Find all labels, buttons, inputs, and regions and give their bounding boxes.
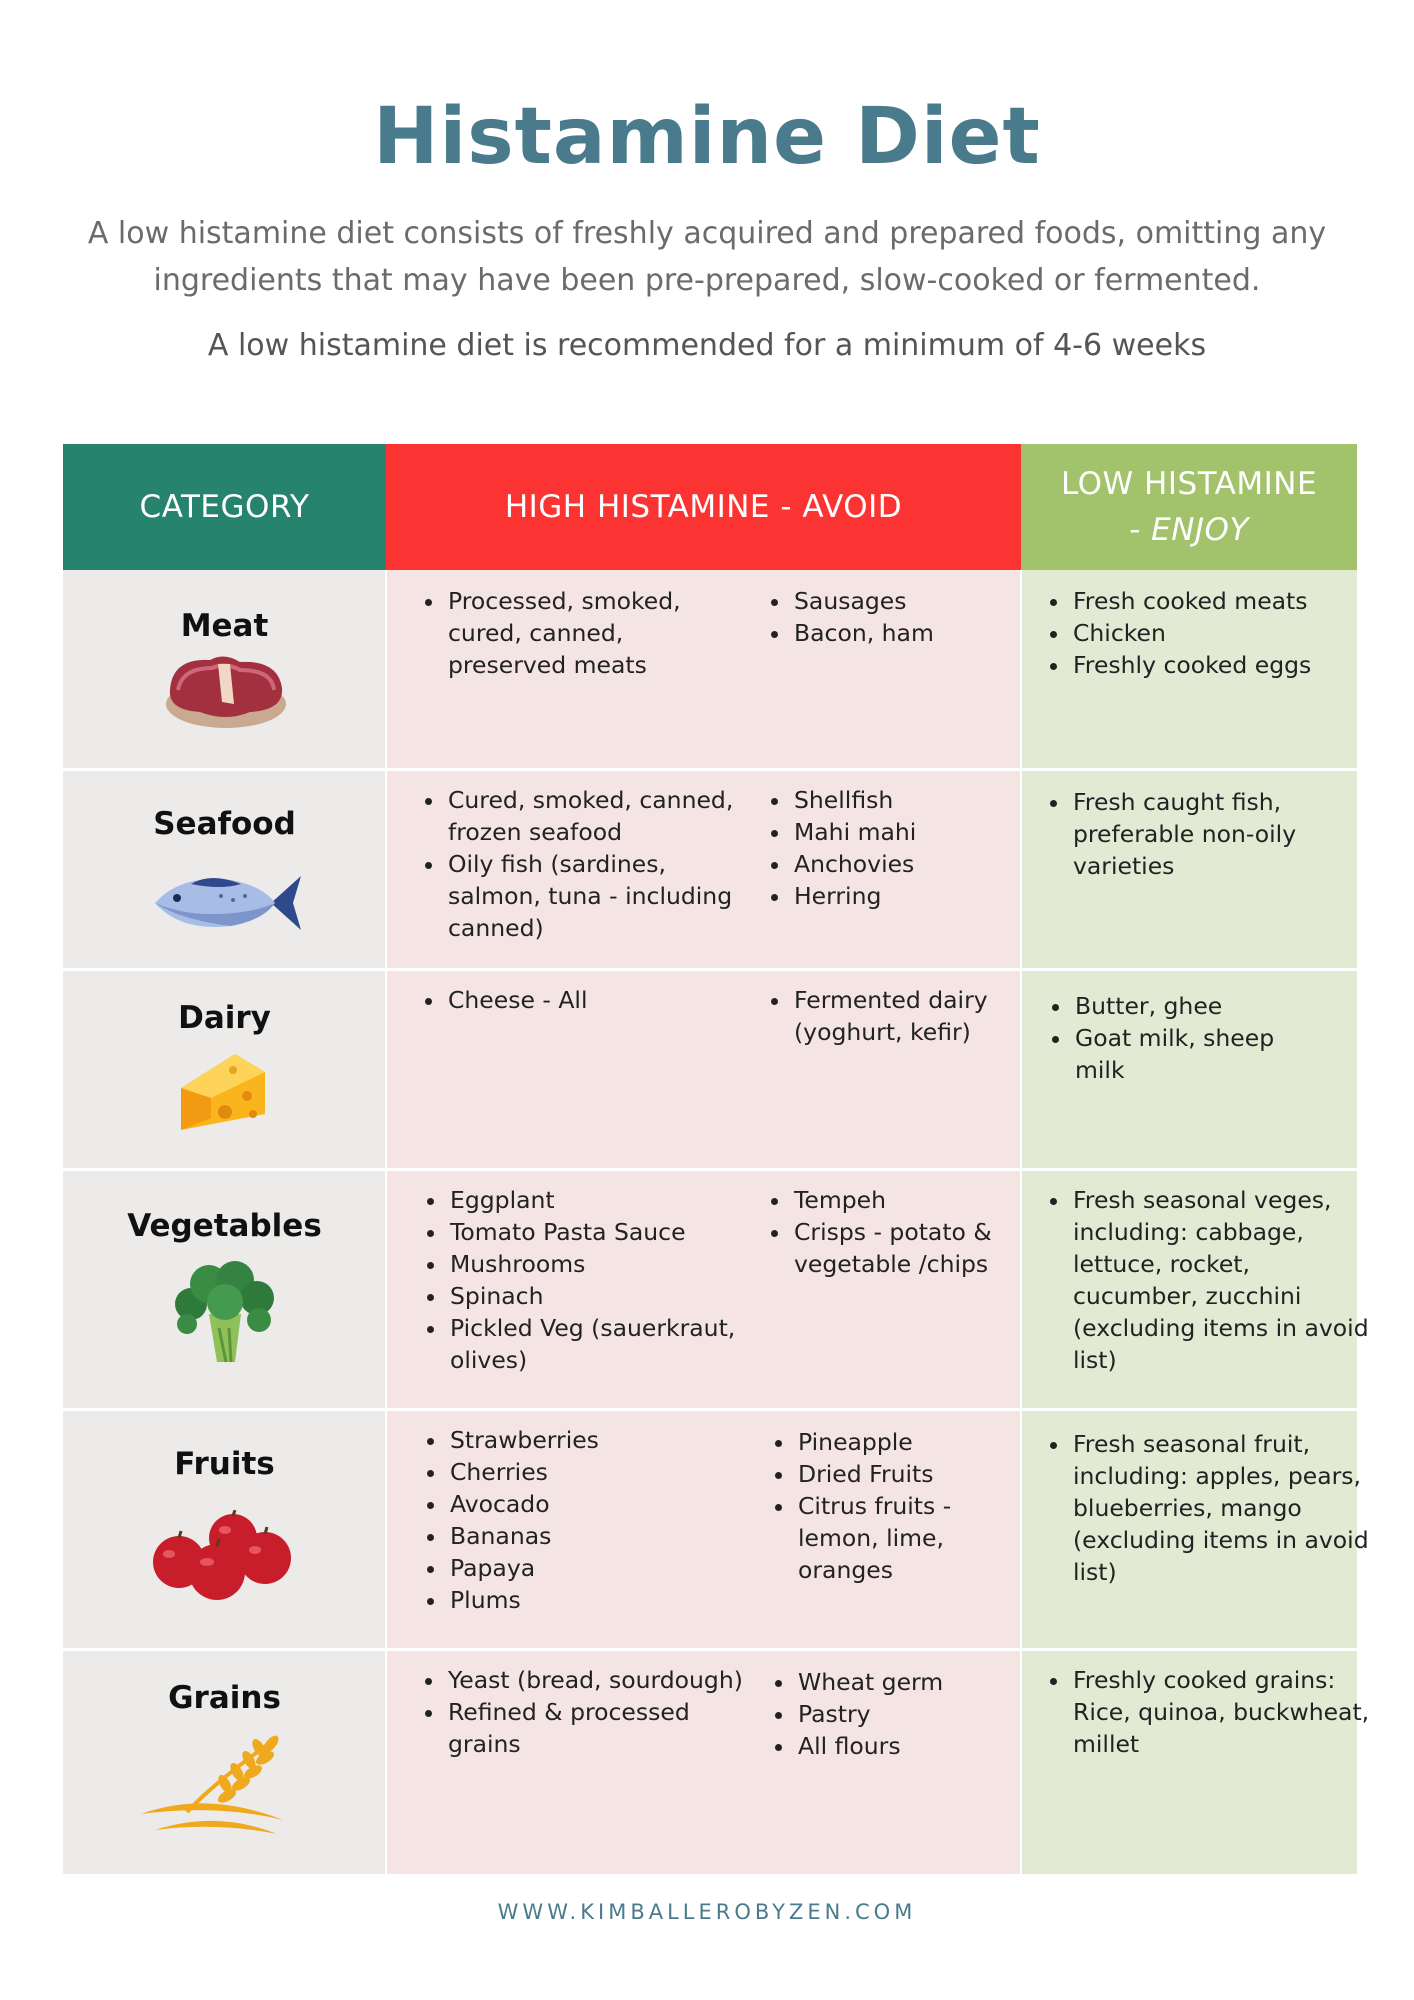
high-list-1 [418, 784, 756, 944]
list-item: • Cured, smoked, canned, frozen seafood [446, 784, 756, 848]
low-list [1043, 585, 1366, 681]
column-divider [385, 570, 387, 1874]
list-item: • Refined & processed grains [446, 1696, 746, 1760]
list-item: • Avocado [448, 1488, 748, 1520]
cheese-icon [175, 1048, 271, 1134]
category-cell [63, 570, 386, 770]
list-item: • Herring [792, 880, 1032, 912]
row-divider [63, 1648, 1357, 1651]
low-histamine-cell [1021, 1170, 1369, 1410]
list-item: • Yeast (bread, sourdough) [446, 1664, 746, 1696]
list-item: • Crisps - potato & vegetable /chips [792, 1216, 1032, 1280]
list-item: • Tempeh [792, 1184, 1032, 1216]
duration-note: A low histamine diet is recommended for a minimum of 4-6 weeks [207, 328, 1207, 363]
high-histamine-cell [386, 1170, 1021, 1410]
category-cell [63, 770, 386, 970]
category-name: Grains [168, 1680, 281, 1716]
list-item: • Fresh caught fish, preferable non-oily varieties [1071, 786, 1361, 882]
row-divider [63, 968, 1357, 971]
list-item: • Cheese - All [446, 984, 746, 1016]
website-footer: WWW.KIMBALLEROBYZEN.COM [497, 1900, 917, 1924]
high-list-2 [764, 1184, 1032, 1280]
low-histamine-header [1021, 444, 1357, 570]
low-histamine-cell [1021, 1650, 1370, 1874]
list-item: • All flours [796, 1730, 1016, 1762]
high-histamine-cell [386, 1650, 1021, 1874]
list-item: • Bacon, ham [792, 617, 1032, 649]
list-item: • Shellfish [792, 784, 1032, 816]
category-name: Meat [180, 608, 269, 644]
list-item: • Dried Fruits [796, 1458, 1016, 1490]
list-item: • Oily fish (sardines, salmon, tuna - including canned) [446, 848, 756, 944]
table-row-meat [63, 570, 1357, 770]
list-item: • Citrus fruits - lemon, lime, oranges [796, 1490, 1016, 1586]
table-row-dairy [63, 970, 1357, 1170]
high-list-1 [418, 585, 746, 681]
category-name: Dairy [178, 1000, 271, 1036]
list-item: • Tomato Pasta Sauce [448, 1216, 748, 1248]
table-row-fruits [63, 1410, 1369, 1650]
category-header-label: CATEGORY [139, 489, 310, 525]
apples-icon [151, 1510, 297, 1606]
wheat-icon [137, 1730, 289, 1840]
list-item: • Plums [448, 1584, 748, 1616]
list-item: • Pickled Veg (sauerkraut, olives) [448, 1312, 748, 1376]
high-histamine-header [386, 444, 1021, 570]
low-list [1043, 1664, 1371, 1760]
high-list-1 [418, 984, 746, 1016]
high-list-1 [418, 1664, 746, 1760]
list-item: • Bananas [448, 1520, 748, 1552]
diet-table [63, 444, 1370, 1874]
low-histamine-cell [1021, 570, 1357, 770]
high-histamine-cell [386, 970, 1021, 1170]
list-item: • Chicken [1071, 617, 1366, 649]
row-divider [63, 1168, 1357, 1171]
high-list-1 [420, 1424, 748, 1616]
list-item: • Fermented dairy (yoghurt, kefir) [792, 984, 1032, 1048]
category-cell [63, 970, 386, 1170]
table-row-vegetables [63, 1170, 1369, 1410]
low-histamine-cell [1021, 770, 1357, 970]
high-histamine-cell [386, 770, 1021, 970]
list-item: • Papaya [448, 1552, 748, 1584]
fish-icon [151, 870, 303, 936]
list-item: • Pineapple [796, 1426, 1016, 1458]
category-name: Vegetables [127, 1208, 322, 1244]
column-divider [1020, 570, 1022, 1874]
list-item: • Eggplant [448, 1184, 748, 1216]
broccoli-icon [171, 1258, 279, 1366]
list-item: • Wheat germ [796, 1666, 1016, 1698]
list-item: • Cherries [448, 1456, 748, 1488]
high-histamine-cell [386, 1410, 1021, 1650]
row-divider [63, 1408, 1357, 1411]
high-header-label: HIGH HISTAMINE - AVOID [504, 489, 903, 525]
high-list-2 [768, 1426, 1016, 1586]
table-row-seafood [63, 770, 1357, 970]
low-histamine-cell [1021, 1410, 1369, 1650]
category-cell [63, 1170, 386, 1410]
table-row-grains [63, 1650, 1370, 1874]
category-cell [63, 1410, 386, 1650]
low-histamine-cell [1021, 970, 1357, 1170]
list-item: • Butter, ghee [1073, 990, 1313, 1022]
list-item: • Fresh seasonal veges, including: cabbage, lettuce, rocket, cucumber, zucchini (excluding items in avoid list) [1071, 1184, 1376, 1376]
list-item: • Sausages [792, 585, 1032, 617]
list-item: • Processed, smoked, cured, canned, preserved meats [446, 585, 746, 681]
row-divider [63, 768, 1357, 771]
list-item: • Freshly cooked eggs [1071, 649, 1366, 681]
list-item: • Fresh cooked meats [1071, 585, 1366, 617]
list-item: • Spinach [448, 1280, 748, 1312]
low-list [1043, 1428, 1371, 1588]
list-item: • Fresh seasonal fruit, including: apples, pears, blueberries, mango (excluding items in avoid list) [1071, 1428, 1371, 1588]
high-list-1 [420, 1184, 748, 1376]
category-header [63, 444, 386, 570]
low-header-line1: LOW HISTAMINE [1060, 466, 1318, 502]
category-cell [63, 1650, 386, 1874]
list-item: • Strawberries [448, 1424, 748, 1456]
category-name: Seafood [153, 806, 296, 842]
list-item: • Mushrooms [448, 1248, 748, 1280]
list-item: • Goat milk, sheep milk [1073, 1022, 1313, 1086]
list-item: • Freshly cooked grains: Rice, quinoa, buckwheat, millet [1071, 1664, 1371, 1760]
high-list-2 [764, 784, 1032, 912]
high-list-2 [764, 585, 1032, 649]
list-item: • Pastry [796, 1698, 1016, 1730]
low-list [1043, 786, 1361, 882]
high-list-2 [768, 1666, 1016, 1762]
low-list [1043, 1184, 1376, 1376]
intro-text: A low histamine diet consists of freshly acquired and prepared foods, omitting any ingredients that may have been pre-prepared, slow-cooked or fermented. [87, 216, 1327, 298]
low-header-line2: - ENJOY [1129, 512, 1249, 548]
list-item: • Anchovies [792, 848, 1032, 880]
page-title: Histamine Diet [373, 92, 1041, 182]
category-name: Fruits [174, 1446, 275, 1482]
low-list [1045, 990, 1313, 1086]
steak-icon [160, 650, 290, 732]
high-list-2 [764, 984, 1032, 1048]
list-item: • Mahi mahi [792, 816, 1032, 848]
high-histamine-cell [386, 570, 1021, 770]
